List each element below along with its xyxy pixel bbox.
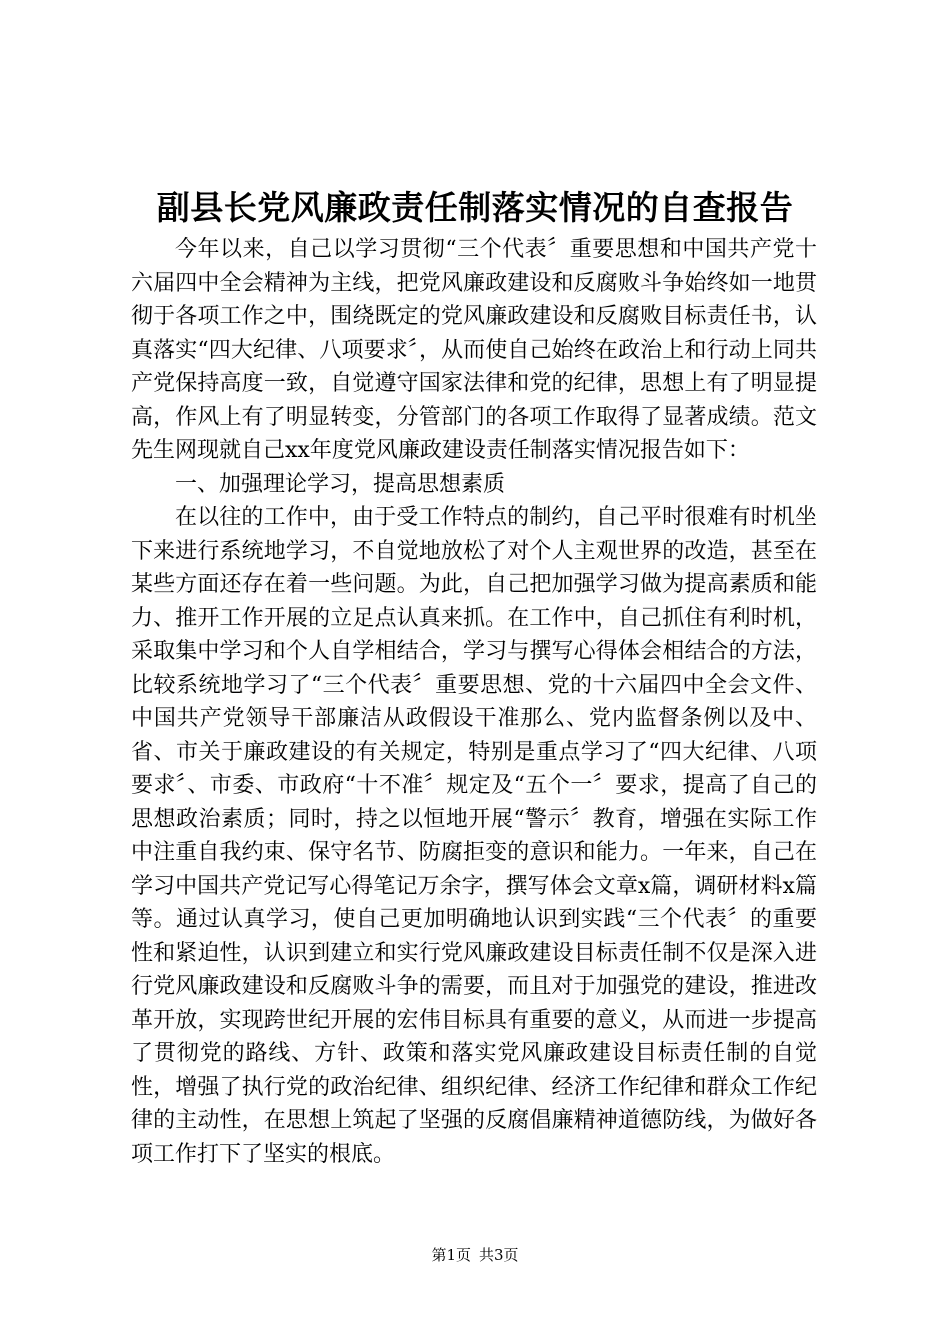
document-title: 副县长党风廉政责任制落实情况的自查报告 <box>156 188 794 227</box>
paragraph-intro: 今年以来，自己以学习贯彻“三个代表〞重要思想和中国共产党十六届四中全会精神为主线，把党风廉政建设和反腐败斗争始终如一地贯彻于各项工作之中，围绕既定的党风廉政建设和反腐败目标责任书，认真落实“四大纪律、八项要求〞，从而使自己始终在政治上和行动上同共产党保持高度一致，自觉遵守国家法律和党的纪律，思想上有了明显提高，作风上有了明显转变，分管部门的各项工作取得了显著成绩。范文先生网现就自己xx年度党风廉政建设责任制落实情况报告如下： <box>131 237 817 463</box>
page-footer <box>0 1245 950 1265</box>
page-number-total: 共3页 <box>479 1246 519 1264</box>
document-body <box>131 233 817 1171</box>
section-heading: 一、加强理论学习，提高思想素质 <box>175 471 506 497</box>
paragraph-section-1: 在以往的工作中，由于受工作特点的制约，自己平时很难有时机坐下来进行系统地学习，不自觉地放松了对个人主观世界的改造，甚至在某些方面还存在着一些问题。为此，自己把加强学习做为提高素质和能力、推开工作开展的立足点认真来抓。在工作中，自己抓住有利时机，采取集中学习和个人自学相结合，学习与撰写心得体会相结合的方法，比较系统地学习了“三个代表〞重要思想、党的十六届四中全会文件、中国共产党领导干部廉洁从政假设干准那么、党内监督条例以及中、省、市关于廉政建设的有关规定，特别是重点学习了“四大纪律、八项要求〞、市委、市政府“十不准〞规定及“五个一〞要求，提高了自己的思想政治素质；同时，持之以恒地开展“警示〞教育，增强在实际工作中注重自我约束、保守名节、防腐拒变的意识和能力。一年来，自己在学习中国共产党记写心得笔记万余字，撰写体会文章x篇，调研材料x篇等。通过认真学习，使自己更加明确地认识到实践“三个代表〞的重要性和紧迫性，认识到建立和实行党风廉政建设目标责任制不仅是深入进行党风廉政建设和反腐败斗争的需要，而且对于加强党的建设，推进改革开放，实现跨世纪开展的宏伟目标具有重要的意义，从而进一步提高了贯彻党的路线、方针、政策和落实党风廉政建设目标责任制的自觉性，增强了执行党的政治纪律、组织纪律、经济工作纪律和群众工作纪律的主动性，在思想上筑起了坚强的反腐倡廉精神道德防线，为做好各项工作打下了坚实的根底。 <box>131 505 817 1167</box>
page-number-current: 第1页 <box>431 1246 471 1264</box>
